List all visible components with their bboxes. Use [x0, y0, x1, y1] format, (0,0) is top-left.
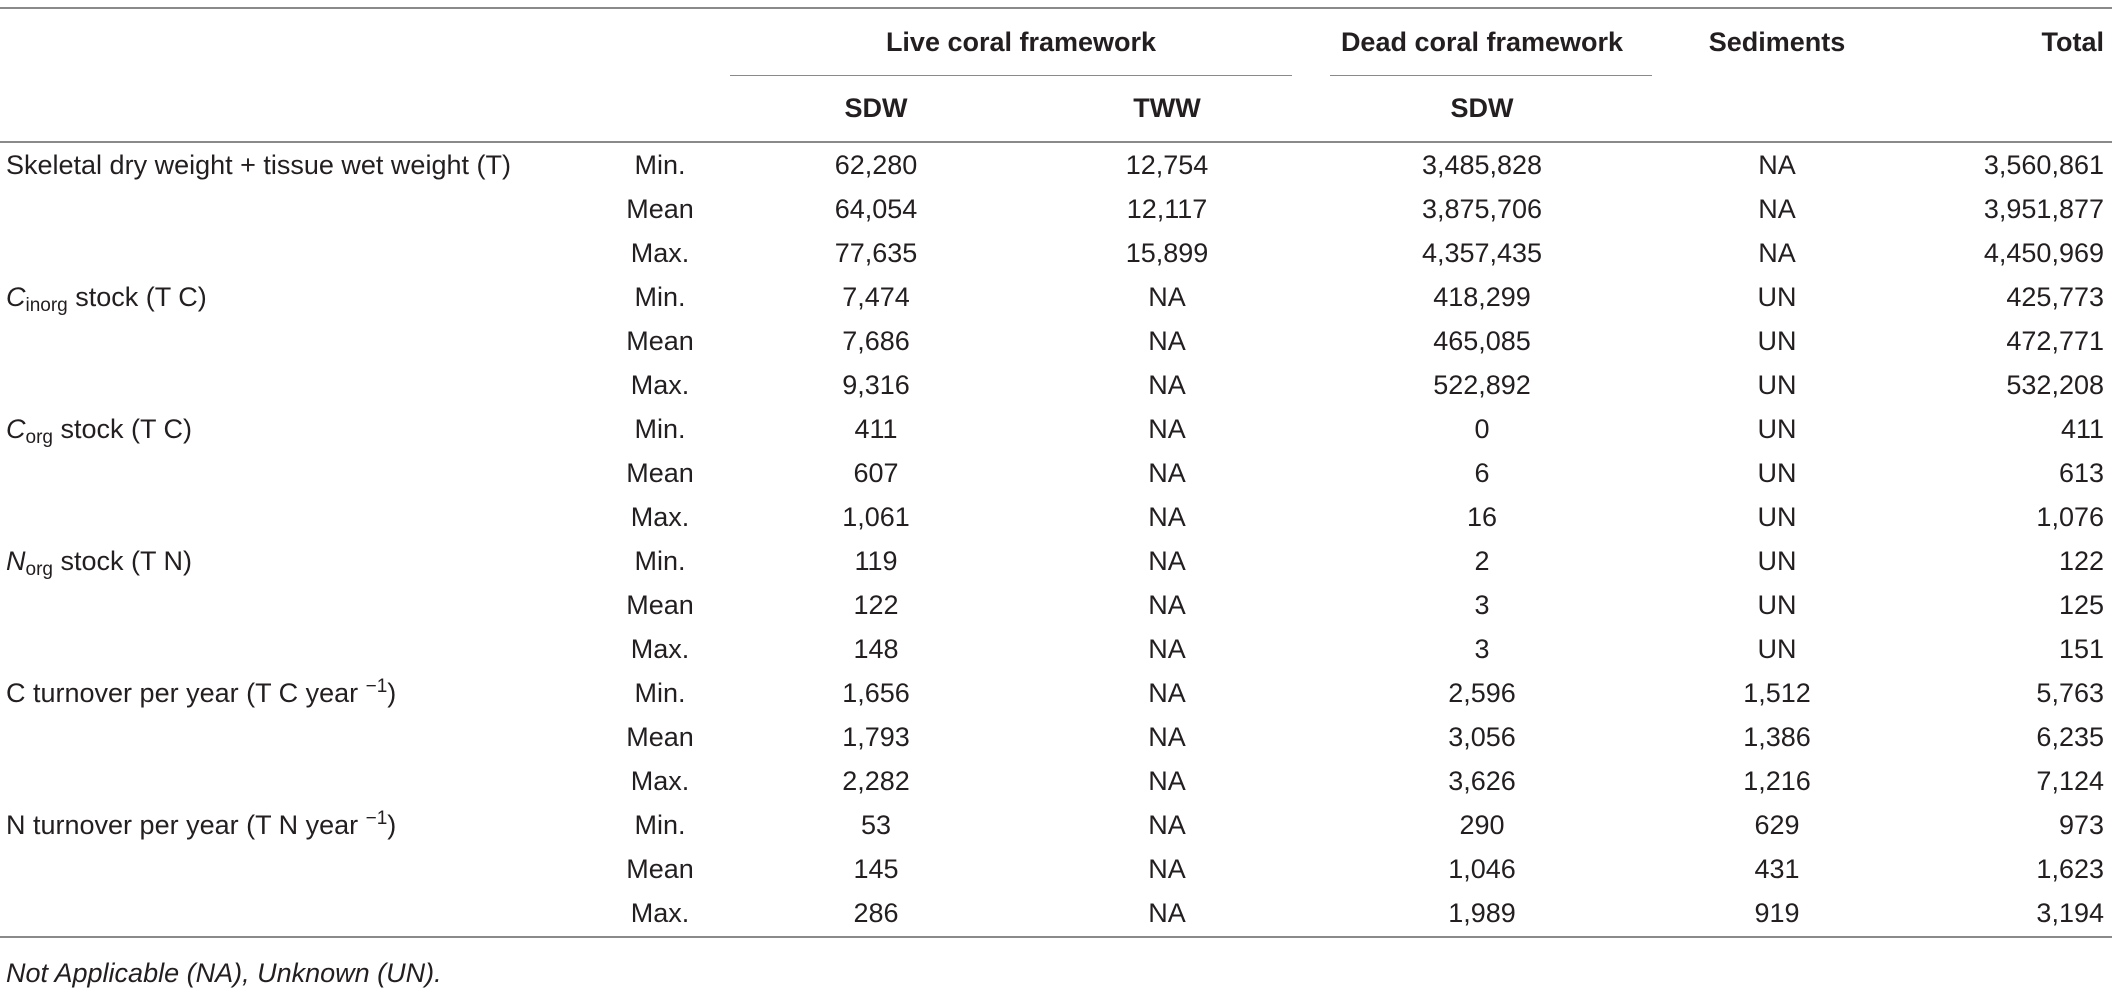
- row-stat: Min.: [634, 281, 686, 312]
- cell-dead-sdw: 16: [1466, 501, 1498, 532]
- cell-total: 613: [2058, 457, 2104, 488]
- cell-dead-sdw: 3,626: [1448, 765, 1516, 796]
- row-label: [0, 231, 590, 275]
- cell-live-sdw: 77,635: [834, 237, 918, 268]
- table-row: [0, 451, 2112, 495]
- cell-total: 973: [2058, 809, 2104, 840]
- cell-live-sdw: 7,686: [842, 325, 910, 356]
- cell-sediments: UN: [1757, 369, 1797, 400]
- cell-live-sdw: 9,316: [842, 369, 910, 400]
- table-row: [0, 715, 2112, 759]
- cell-live-sdw: 2,282: [842, 765, 910, 796]
- row-label: $C_{inorg}$ stock (T C): [6, 281, 207, 316]
- table-row: [0, 407, 2112, 451]
- cell-live-sdw: 411: [854, 413, 898, 444]
- row-stat: Mean: [626, 721, 694, 752]
- cell-dead-sdw: 6: [1474, 457, 1490, 488]
- row-stat: Max.: [630, 633, 690, 664]
- cell-live-sdw: 1,656: [842, 677, 910, 708]
- row-stat: Max.: [630, 237, 690, 268]
- table-row: [0, 495, 2112, 539]
- cell-dead-sdw: 3,875,706: [1421, 193, 1543, 224]
- row-stat: Mean: [626, 853, 694, 884]
- cell-live-tww: NA: [1148, 721, 1186, 752]
- row-stat: Min.: [634, 149, 686, 180]
- cell-sediments: UN: [1757, 633, 1797, 664]
- header-row-groups: [0, 9, 2112, 75]
- cell-total: 425,773: [2006, 281, 2104, 312]
- data-table: [0, 7, 2112, 938]
- cell-dead-sdw: 4,357,435: [1421, 237, 1543, 268]
- row-label: [0, 319, 590, 363]
- row-label: [0, 583, 590, 627]
- cell-live-tww: NA: [1148, 677, 1186, 708]
- cell-live-tww: 15,899: [1125, 237, 1209, 268]
- table-row: [0, 583, 2112, 627]
- row-label: C turnover per year (T C year $^{-1}$): [6, 675, 397, 708]
- cell-dead-sdw: 465,085: [1433, 325, 1531, 356]
- row-label: [0, 363, 590, 407]
- cell-live-tww: NA: [1148, 765, 1186, 796]
- cell-sediments: 1,512: [1743, 677, 1811, 708]
- table-row: [0, 847, 2112, 891]
- table-footnote: Not Applicable (NA), Unknown (UN).: [6, 958, 442, 988]
- cell-dead-sdw: 2,596: [1448, 677, 1516, 708]
- header-row-subcolumns: [0, 75, 2112, 142]
- cell-live-tww: NA: [1148, 589, 1186, 620]
- cell-sediments: UN: [1757, 501, 1797, 532]
- row-stat: Min.: [634, 413, 686, 444]
- table-body: [0, 142, 2112, 937]
- cell-live-tww: NA: [1148, 545, 1186, 576]
- row-label: [0, 715, 590, 759]
- table-row: [0, 891, 2112, 937]
- row-stat: Mean: [626, 325, 694, 356]
- row-label: N turnover per year (T N year $^{-1}$): [6, 807, 397, 840]
- row-label: [0, 891, 590, 937]
- cell-live-tww: NA: [1148, 457, 1186, 488]
- table-row: [0, 363, 2112, 407]
- cell-live-tww: NA: [1148, 633, 1186, 664]
- table-row: [0, 187, 2112, 231]
- header-live-coral: Live coral framework: [730, 9, 1312, 75]
- cell-live-tww: NA: [1022, 891, 1312, 937]
- cell-total: 1,623: [2036, 853, 2104, 884]
- cell-total: 5,763: [2036, 677, 2104, 708]
- cell-sediments: NA: [1758, 237, 1796, 268]
- table-row: [0, 627, 2112, 671]
- cell-sediments: 1,386: [1743, 721, 1811, 752]
- cell-sediments: 919: [1652, 891, 1902, 937]
- cell-live-sdw: 145: [853, 853, 899, 884]
- cell-dead-sdw: 290: [1459, 809, 1505, 840]
- cell-sediments: 431: [1754, 853, 1800, 884]
- header-live-sdw: SDW: [730, 75, 1022, 142]
- cell-live-tww: 12,754: [1125, 149, 1209, 180]
- cell-dead-sdw: 1,989: [1312, 891, 1652, 937]
- cell-total: 472,771: [2006, 325, 2104, 356]
- row-label: [0, 847, 590, 891]
- cell-live-tww: NA: [1148, 369, 1186, 400]
- cell-total: 125: [2058, 589, 2104, 620]
- cell-sediments: UN: [1757, 281, 1797, 312]
- row-label: [0, 451, 590, 495]
- cell-live-sdw: 286: [730, 891, 1022, 937]
- cell-live-sdw: 7,474: [842, 281, 910, 312]
- row-stat: Max.: [630, 501, 690, 532]
- row-label: [0, 495, 590, 539]
- cell-total: 411: [2060, 413, 2104, 444]
- cell-live-sdw: 64,054: [834, 193, 918, 224]
- table-row: [0, 803, 2112, 847]
- table-row: [0, 759, 2112, 803]
- row-label: $N_{org}$ stock (T N): [6, 545, 192, 580]
- cell-sediments: UN: [1757, 413, 1797, 444]
- header-dead-coral: Dead coral framework: [1312, 9, 1652, 75]
- cell-live-sdw: 1,061: [842, 501, 910, 532]
- row-stat: Min.: [634, 809, 686, 840]
- cell-dead-sdw: 3,485,828: [1421, 149, 1543, 180]
- row-stat: Min.: [634, 545, 686, 576]
- row-stat: Min.: [634, 677, 686, 708]
- cell-sediments: 629: [1754, 809, 1800, 840]
- row-stat: Max.: [590, 891, 730, 937]
- cell-total: 1,076: [2036, 501, 2104, 532]
- cell-live-tww: NA: [1148, 853, 1186, 884]
- cell-total: 532,208: [2006, 369, 2104, 400]
- row-label: [0, 627, 590, 671]
- row-stat: Mean: [626, 457, 694, 488]
- cell-dead-sdw: 0: [1474, 413, 1490, 444]
- cell-total: 3,194: [1902, 891, 2112, 937]
- cell-sediments: UN: [1757, 545, 1797, 576]
- cell-sediments: UN: [1757, 457, 1797, 488]
- header-total: Total: [2041, 26, 2104, 57]
- row-label: $C_{org}$ stock (T C): [6, 413, 192, 448]
- cell-live-tww: NA: [1148, 281, 1186, 312]
- header-live-tww: TWW: [1022, 75, 1312, 142]
- table-row: [0, 231, 2112, 275]
- cell-sediments: NA: [1758, 149, 1796, 180]
- cell-total: 3,951,877: [1983, 193, 2104, 224]
- header-sediments: Sediments: [1708, 26, 1846, 57]
- cell-sediments: UN: [1757, 589, 1797, 620]
- cell-sediments: NA: [1758, 193, 1796, 224]
- cell-dead-sdw: 3,056: [1448, 721, 1516, 752]
- cell-live-tww: NA: [1148, 413, 1186, 444]
- cell-sediments: 1,216: [1743, 765, 1811, 796]
- cell-live-tww: NA: [1148, 325, 1186, 356]
- table-row: [0, 275, 2112, 319]
- cell-live-tww: NA: [1148, 809, 1186, 840]
- cell-total: 3,560,861: [1983, 149, 2104, 180]
- cell-total: 122: [2058, 545, 2104, 576]
- cell-total: 7,124: [2036, 765, 2104, 796]
- cell-total: 4,450,969: [1983, 237, 2104, 268]
- cell-live-sdw: 53: [860, 809, 892, 840]
- table-row: [0, 142, 2112, 187]
- row-label: Skeletal dry weight + tissue wet weight (T): [6, 149, 511, 180]
- cell-live-sdw: 119: [854, 545, 898, 576]
- row-stat: Mean: [626, 589, 694, 620]
- header-dead-sdw: SDW: [1312, 75, 1652, 142]
- cell-live-sdw: 122: [853, 589, 899, 620]
- cell-dead-sdw: 3: [1474, 633, 1490, 664]
- row-label: [0, 187, 590, 231]
- cell-live-sdw: 607: [853, 457, 899, 488]
- row-stat: Mean: [626, 193, 694, 224]
- cell-live-tww: NA: [1148, 501, 1186, 532]
- row-label: [0, 759, 590, 803]
- cell-dead-sdw: 522,892: [1433, 369, 1531, 400]
- cell-live-sdw: 62,280: [834, 149, 918, 180]
- cell-dead-sdw: 2: [1474, 545, 1490, 576]
- cell-total: 151: [2058, 633, 2104, 664]
- cell-live-tww: 12,117: [1126, 193, 1208, 224]
- cell-live-sdw: 1,793: [842, 721, 910, 752]
- table-row: [0, 671, 2112, 715]
- row-stat: Max.: [630, 369, 690, 400]
- table-row: [0, 319, 2112, 363]
- cell-dead-sdw: 418,299: [1433, 281, 1531, 312]
- cell-total: 6,235: [2036, 721, 2104, 752]
- cell-dead-sdw: 3: [1474, 589, 1490, 620]
- cell-sediments: UN: [1757, 325, 1797, 356]
- cell-live-sdw: 148: [853, 633, 899, 664]
- row-stat: Max.: [630, 765, 690, 796]
- cell-dead-sdw: 1,046: [1448, 853, 1516, 884]
- table-row: [0, 539, 2112, 583]
